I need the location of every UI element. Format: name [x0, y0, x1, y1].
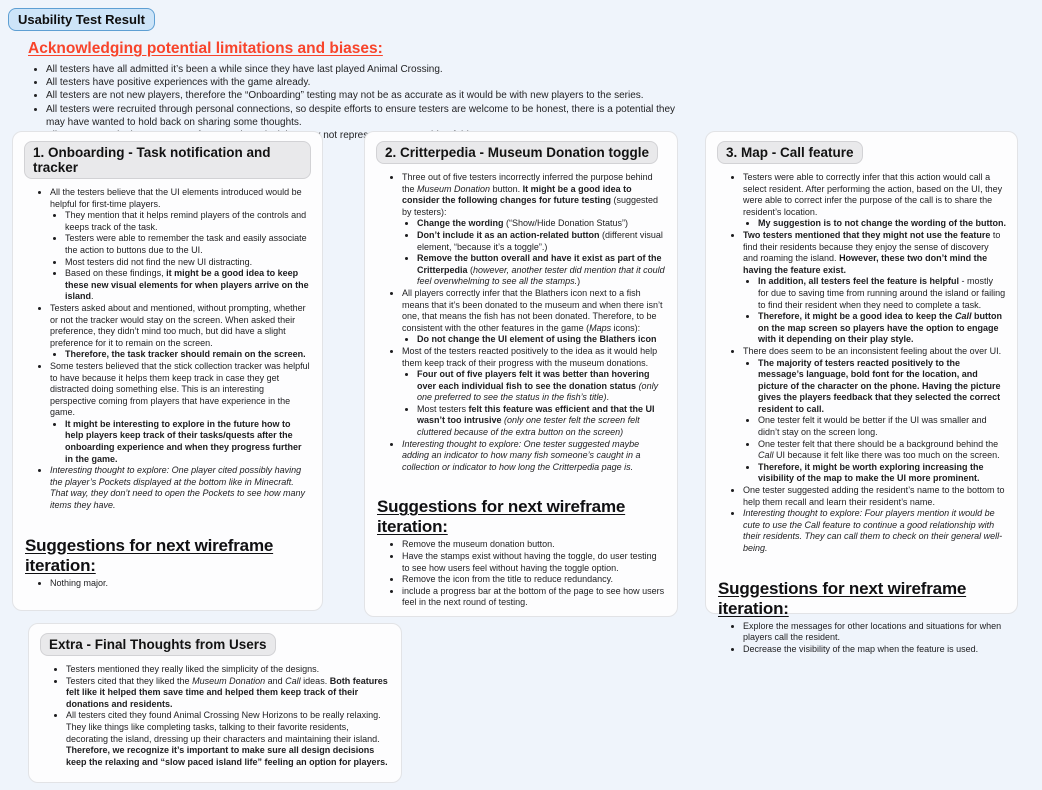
text-segment: however, another tester did mention that it could feel overwhelming to see all the stamps.: [417, 264, 665, 287]
text-segment: My suggestion is to not change the wording of the button.: [758, 218, 1006, 229]
text-segment: Remove the button overall and have it exist as part of the Critterpedia: [417, 253, 662, 275]
nested-list: [743, 218, 1006, 230]
result-card-onboarding: [12, 131, 323, 611]
list-item: • Have the stamps exist without having the toggle, do user testing to see how users feel without having the toggle option.: [402, 551, 666, 574]
text-segment: The majority of testers reacted positively to the message’s language, bold font for the location, and picture of the character on the phone. Having the picture gives the players feedback that they selected the correct resident to call.: [758, 357, 1001, 414]
list-item: [758, 311, 1006, 346]
suggestions-heading: Suggestions for next wireframe iteration:: [377, 497, 626, 537]
board-header: [0, 0, 1042, 142]
suggestions-heading: Suggestions for next wireframe iteration:: [718, 578, 967, 618]
list-item: • One tester felt it would be better if the UI was smaller and didn’t stay on the screen long.: [758, 415, 1006, 438]
text-segment: Therefore, it might be a good idea to keep the: [758, 311, 956, 322]
text-segment: felt this feature was efficient and that the UI wasn’t too intrusive: [417, 403, 655, 426]
result-card-extra: [28, 623, 402, 783]
list-item: [758, 218, 1006, 230]
text-segment: button on the map screen so players have the option to engage with it depending on their play style.: [758, 311, 1003, 345]
card-title-badge: 3. Map - Call feature: [717, 141, 863, 164]
text-segment: Interesting thought to explore: Four players mention it would be cute to use the Call feature to continue a good relationship with their residents. They can call them to check on their general well-being.: [743, 508, 1003, 553]
text-segment: Four out of five players felt it was better than hovering over each individual fish to see the donation status: [417, 369, 650, 391]
list-item: • There does seem to be an inconsistent feeling about the over UI. • The majority of testers reacted positively to the message’s language, bold font for the location, and picture of the character on the phone. Having the picture gives the players feedback that they selected the correct resident to call. • One tester felt it would be better if the UI was smaller and didn’t stay on the screen long. • One tester felt that there should be a background behind the Call UI because it felt like there was too much on the screen. • Therefore, it might be worth exploring increasing the visibility of the map to make the UI more prominent.: [743, 346, 1006, 485]
text-segment: Call: [955, 311, 972, 322]
text-segment: Maps: [589, 322, 612, 333]
text-segment: it might be a good idea to keep these new visual elements for when players arrive on the island: [65, 268, 309, 302]
list-item: • One tester felt that there should be a background behind the Call UI because it felt like there was too much on the screen.: [758, 439, 1006, 462]
list-item: [417, 334, 666, 346]
list-item: [758, 358, 1006, 416]
text-segment: (only one tester felt the screen felt cluttered because of the extra button on the screen): [417, 415, 640, 438]
text-segment: Therefore, it might be worth exploring increasing the visibility of the map to make the UI more prominent.: [758, 461, 984, 484]
list-item: [743, 508, 1006, 554]
text-segment: Call: [758, 450, 774, 461]
list-item: • All testers have all admitted it’s been a while since they have last played Animal Crossing.: [46, 63, 691, 76]
nested-list: [50, 349, 311, 361]
list-item: • All testers were recruited through personal connections, so despite efforts to ensure testers are welcome to be honest, there is a potential they may have wanted to hold back on sharing some thoughts.: [46, 103, 691, 129]
result-card-critterpedia: [364, 131, 678, 617]
text-segment: However, these two don’t mind the having the feature exist.: [743, 253, 988, 275]
list-item: [65, 349, 311, 361]
list-item: • Remove the button overall and have it exist as part of the Critterpedia (however, another tester did mention that it could feel overwhelming to see all the stamps.): [417, 253, 666, 288]
list-item: • Four out of five players felt it was better than hovering over each individual fish to see the donation status (only one preferred to see the status in the fish’s title).: [417, 369, 666, 404]
list-item: • Don’t include it as an action-related button (different visual element, “because it’s a toggle”.): [417, 230, 666, 253]
list-item: • Three out of five testers incorrectly inferred the purpose behind the Museum Donation button. It might be a good idea to consider the following changes for future testing (suggested by testers): • Change the wording (“Show/Hide Donation Status”) • Don’t include it as an action-related button (different visual element, “because it’s a toggle”.) • Remove the button overall and have it exist as part of the Critterpedia (however, another tester did mention that it could feel overwhelming to see all the stamps.): [402, 172, 666, 288]
card-title-badge: Extra - Final Thoughts from Users: [40, 633, 276, 656]
suggestions-list: [24, 578, 311, 590]
text-segment: Museum Donation: [417, 183, 491, 194]
list-item: • Testers were able to correctly infer that this action would call a select resident. After performing the action, based on the UI, they were able to correct infer the purpose of the call is to share the resident’s location. • My suggestion is to not change the wording of the button.: [743, 172, 1006, 230]
nested-list: [402, 334, 666, 346]
list-item: • Testers asked about and mentioned, without prompting, whether or not the tracker would stay on the screen. When asked their preference, they didn’t mind too much, but did have a slight preference for it to remain on the screen. • Therefore, the task tracker should remain on the screen.: [50, 303, 311, 361]
list-item: • All testers cited they found Animal Crossing New Horizons to be really relaxing. They like things like completing tasks, talking to their favorite residents, decorating the island, dressing up their characters and maintaining their island. Therefore, we recognize it’s important to make sure all design decisions keep the relaxing and “slow paced island life” feeling an option for players.: [66, 710, 390, 768]
list-item: • Explore the messages for other locations and situations for when players call the resident.: [743, 621, 1006, 644]
suggestions-list: [376, 539, 666, 609]
text-segment: Interesting thought to explore: One tester suggested maybe adding an indicator to how many fish someone’s caught in a collection or indicator to how long the Critterpedia page is.: [402, 438, 641, 472]
nested-list: [50, 210, 311, 303]
text-segment: It might be interesting to explore in the future how to help players keep track of their tasks/quests after the onboarding experience and when they progress further in the game.: [65, 418, 302, 464]
list-item: • Decrease the visibility of the map when the feature is used.: [743, 644, 1006, 656]
findings-list: [24, 187, 311, 512]
findings-list: [376, 172, 666, 473]
list-item: • All testers are not new players, therefore the “Onboarding” testing may not be as accurate as it would be with new players to the series.: [46, 89, 691, 102]
text-segment: Therefore, the task tracker should remain on the screen.: [65, 349, 306, 360]
findings-list: [40, 664, 390, 768]
list-item: • Testers cited that they liked the Museum Donation and Call ideas. Both features felt like it helped them save time and helped them keep track of their donations and residents.: [66, 676, 390, 711]
text-segment: Don’t include it as an action-related button: [417, 229, 600, 240]
limitations-heading: Acknowledging potential limitations and biases:: [28, 40, 383, 57]
list-item: [50, 465, 311, 511]
text-segment: Change the wording: [417, 218, 504, 229]
list-item: • Two testers mentioned that they might not use the feature to find their residents because they enjoy the sense of discovery and roaming the island. However, these two don’t mind the having the feature exist. • In addition, all testers feel the feature is helpful - mostly for due to saving time from running around the island or failing to find their resident when they need to complete a task. • Therefore, it might be a good idea to keep the Call button on the map screen so players have the option to engage with it depending on their play style.: [743, 230, 1006, 346]
list-item: • Testers were able to remember the task and easily associate the action to buttons due to the UI.: [65, 233, 311, 256]
list-item: • Most testers did not find the new UI distracting.: [65, 257, 311, 269]
card-title-badge: 1. Onboarding - Task notification and tracker: [24, 141, 311, 179]
text-segment: Call: [285, 675, 301, 686]
text-segment: Therefore, we recognize it’s important to make sure all design decisions keep the relaxing and “slow paced island life” feeling an option for players.: [66, 745, 388, 767]
list-item: • They mention that it helps remind players of the controls and keeps track of the task.: [65, 210, 311, 233]
list-item: • include a progress bar at the bottom of the page to see how users feel in the next round of testing.: [402, 586, 666, 609]
text-segment: (only one preferred to see the status in the fish’s title): [417, 380, 659, 403]
text-segment: In addition, all testers feel the feature is helpful: [758, 276, 960, 287]
list-item: • Change the wording (“Show/Hide Donation Status”): [417, 218, 666, 230]
list-item: • One tester suggested adding the resident’s name to the bottom to help them recall and learn their resident’s name.: [743, 485, 1006, 508]
text-segment: Do not change the UI element of using the Blathers icon: [417, 334, 657, 345]
list-item: • Testers mentioned they really liked the simplicity of the designs.: [66, 664, 390, 676]
nested-list: [50, 419, 311, 465]
nested-list: [402, 218, 666, 288]
text-segment: Both features felt like it helped them save time and helped them keep track of their donations and residents.: [66, 675, 388, 709]
text-segment: Two testers mentioned that they might not use the feature: [743, 229, 991, 240]
list-item: • Some testers believed that the stick collection tracker was helpful to have because it helps them keep track in case they get distracted doing something else. This is an interesting perspective coming from players that have experience in the game. • It might be interesting to explore in the future how to help players keep track of their tasks/quests after the onboarding experience and when they progress further in the game.: [50, 361, 311, 465]
nested-list: [402, 369, 666, 439]
list-item: [758, 462, 1006, 485]
suggestions-heading: Suggestions for next wireframe iteration:: [25, 535, 274, 575]
text-segment: Museum Donation: [192, 675, 266, 686]
list-item: • All the testers believe that the UI elements introduced would be helpful for first-time players. • They mention that it helps remind players of the controls and keeps track of the task. • Testers were able to remember the task and easily associate the action to buttons due to the UI. • Most testers did not find the new UI distracting. • Based on these findings, it might be a good idea to keep these new visual elements for when players arrive on the island.: [50, 187, 311, 303]
list-item: • not represent: [46, 129, 691, 142]
list-item: • Most testers felt this feature was efficient and that the UI wasn’t too intrusive (only one tester felt the screen felt cluttered because of the extra button on the screen): [417, 404, 666, 439]
list-item: • All testers have positive experiences with the game already.: [46, 76, 691, 89]
page-title-badge: Usability Test Result: [8, 8, 155, 31]
text-segment: Interesting thought to explore: One player cited possibly having the player’s Pockets displayed at the bottom like in Minecraft. That way, they don’t need to open the Pockets to see how many items they have.: [50, 465, 305, 511]
list-item: • Remove the museum donation button.: [402, 539, 666, 551]
list-item: • Most of the testers reacted positively to the idea as it would help them keep track of their progress with the museum donations. • Four out of five players felt it was better than hovering over each individual fish to see the donation status (only one preferred to see the status in the fish’s title). • Most testers felt this feature was efficient and that the UI wasn’t too intrusive (only one tester felt the screen felt cluttered because of the extra button on the screen): [402, 346, 666, 439]
findings-list: [717, 172, 1006, 555]
card-title-badge: 2. Critterpedia - Museum Donation toggle: [376, 141, 658, 164]
list-item: • All players correctly infer that the Blathers icon next to a fish means that it’s been donated to the museum and when there isn’t one, that means the fish has not been donated. Therefore, to be consistent with the other features in the game (Maps icons): • Do not change the UI element of using the Blathers icon: [402, 288, 666, 346]
list-item: • Nothing major.: [50, 578, 311, 590]
list-item: • Remove the icon from the title to reduce redundancy.: [402, 574, 666, 586]
list-item: • Based on these findings, it might be a good idea to keep these new visual elements for when players arrive on the island.: [65, 268, 311, 303]
result-card-map: [705, 131, 1018, 654]
nested-list: [743, 276, 1006, 346]
list-item: [65, 419, 311, 465]
list-item: • In addition, all testers feel the feature is helpful - mostly for due to saving time from running around the island or failing to find their resident when they need to complete a task.: [758, 276, 1006, 311]
suggestions-list: [717, 621, 1006, 656]
list-item: [402, 439, 666, 474]
text-segment: It might be a good idea to consider the following changes for future testing: [402, 183, 632, 206]
nested-list: [743, 358, 1006, 486]
